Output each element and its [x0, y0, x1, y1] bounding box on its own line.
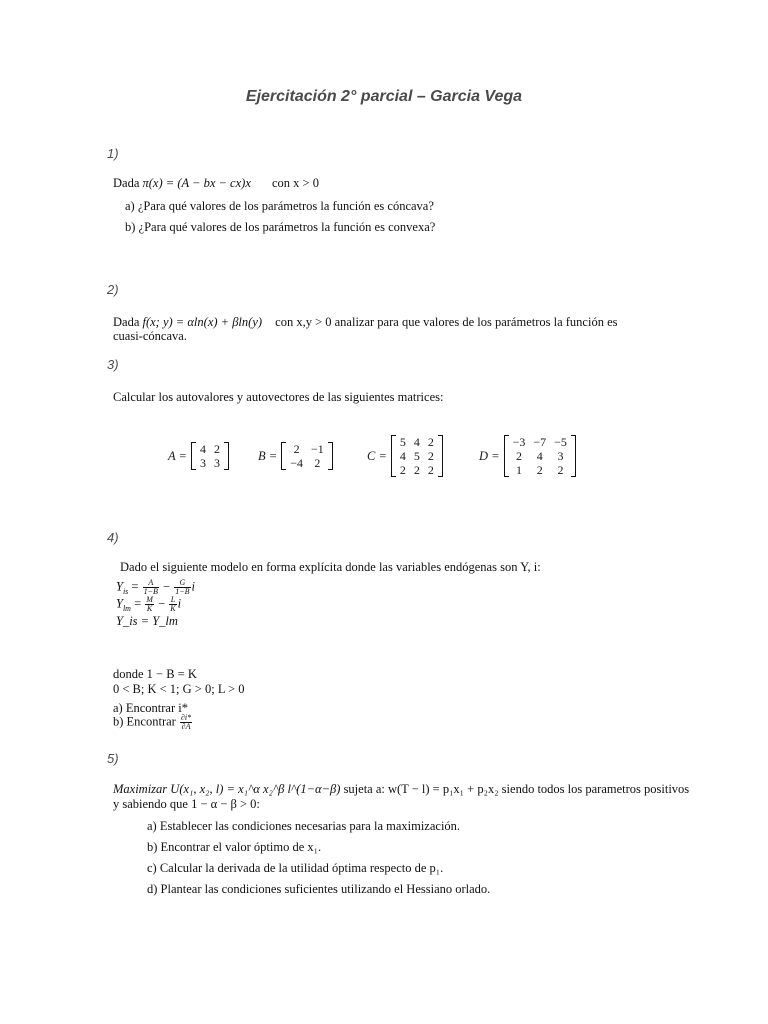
fraction-denominator: 1−B [143, 587, 158, 596]
exercise-5-item-b: b) Encontrar el valor óptimo de x₁. [147, 840, 322, 854]
matrix-cell: 5 [399, 435, 406, 449]
exercise-1-condition: con x > 0 [272, 176, 319, 190]
exercise-5-line-1 [113, 782, 689, 797]
matrix-a [168, 442, 229, 470]
matrix-c-label: C = [367, 448, 387, 463]
matrix-bracket-right [438, 435, 443, 477]
equation-1-lhs: Y [116, 579, 123, 594]
fraction [145, 596, 154, 613]
exercise-5-objective: Maximizar U(x₁, x₂, l) = x₁^α x₂^β l^(1−α−β) [113, 782, 341, 796]
matrix-b-label: B = [258, 448, 278, 463]
matrix-cell: 2 [213, 442, 220, 456]
matrix-a-label: A = [168, 448, 187, 463]
fraction-denominator: 1−B [175, 587, 190, 596]
matrix-b-entries [286, 442, 328, 470]
matrix-cell: −4 [290, 456, 303, 470]
matrix-c-entries [396, 435, 438, 477]
matrix-bracket-right [328, 442, 333, 470]
equation-2-minus: − [158, 596, 166, 611]
fraction-denominator: ∂A [181, 722, 191, 731]
exercise-1-statement-pre: Dada [113, 176, 140, 190]
exercise-2-line-1-post: con x,y > 0 analizar para que valores de los parámetros la función es [275, 315, 618, 329]
matrix-bracket-right [224, 442, 229, 470]
equation-lm-curve: $Y_{lm}$ = $\frac{M}{K}$ − $\frac{L}{K}$ i [116, 595, 182, 613]
matrix-cell: 4 [413, 435, 420, 449]
matrix-cell: 3 [199, 456, 206, 470]
fraction [169, 596, 176, 613]
fraction [174, 579, 190, 596]
matrix-cell: −7 [533, 435, 547, 449]
matrix-cell: 2 [399, 463, 406, 477]
exercise-1-number: 1) [107, 146, 119, 161]
exercise-5-line-2: y sabiendo que 1 − α − β > 0: [113, 797, 260, 811]
exercise-1-formula: π(x) = (A − bx − cx)x [142, 176, 251, 190]
equation-1-minus: − [163, 579, 171, 594]
matrix-c [367, 435, 443, 477]
exercise-1-item-a: a) ¿Para qué valores de los parámetros la función es cóncava? [125, 199, 434, 213]
exercise-5-item-a: a) Establecer las condiciones necesarias para la maximización. [147, 819, 461, 833]
exercise-2-line-1 [113, 315, 618, 330]
equation-2-lhs: Y [116, 596, 123, 611]
matrix-cell: −3 [512, 435, 526, 449]
exercise-2-line-1-pre: Dada [113, 315, 140, 329]
matrix-d-entries [509, 435, 571, 477]
matrix-cell: 2 [314, 456, 321, 470]
exercise-4-number: 4) [107, 530, 119, 545]
fraction-numerator: G [174, 579, 190, 588]
exercise-1-statement [113, 176, 319, 191]
exercise-2-number: 2) [107, 282, 119, 297]
equation-equilibrium: Y_is = Y_lm [116, 614, 178, 628]
matrix-cell: −1 [310, 442, 324, 456]
fraction-numerator: A [143, 579, 159, 588]
matrix-cell: 4 [399, 449, 406, 463]
exercise-5-number: 5) [107, 751, 119, 766]
matrix-cell: 2 [413, 463, 420, 477]
fraction-numerator: L [170, 595, 176, 604]
exercise-4-item-a: a) Encontrar i* [113, 701, 188, 715]
matrix-cell: 2 [515, 449, 522, 463]
exercise-4-statement: Dado el siguiente modelo en forma explícita donde las variables endógenas son Y, i: [120, 560, 541, 574]
matrix-d-label: D = [479, 448, 500, 463]
matrix-d [479, 435, 576, 477]
matrix-cell: 2 [557, 463, 564, 477]
exercise-5-item-d: d) Plantear las condiciones suficientes utilizando el Hessiano orlado. [147, 882, 491, 896]
equation-2-tail: i [177, 596, 182, 611]
fraction-numerator: M [146, 595, 153, 604]
matrix-a-entries [196, 442, 224, 470]
matrix-b [258, 442, 333, 470]
exercise-4-item-b-text: b) Encontrar [113, 714, 176, 729]
fraction [143, 579, 159, 596]
exercise-3-statement: Calcular los autovalores y autovectores de las siguientes matrices: [113, 390, 444, 404]
exercise-5-constraint: sujeta a: w(T − l) = p₁x₁ + p₂x₂ siendo todos los parametros positivos [343, 782, 690, 796]
matrix-cell: 2 [427, 463, 434, 477]
matrix-cell: 2 [427, 449, 434, 463]
fraction-denominator: K [146, 604, 153, 613]
matrix-bracket-right [571, 435, 576, 477]
matrix-cell: 2 [536, 463, 543, 477]
fraction-denominator: K [170, 604, 176, 613]
fraction [180, 714, 192, 731]
equation-1-tail: i [191, 579, 195, 594]
matrix-cell: 3 [557, 449, 564, 463]
matrix-cell: 2 [427, 435, 434, 449]
matrix-cell: 5 [413, 449, 420, 463]
equation-is-curve: $Y_{is}$ = $\frac{A}{1-B}$ − $\frac{G}{1-B}$ i [116, 578, 195, 596]
fraction-numerator: ∂i* [180, 713, 192, 722]
exercise-4-where-2: 0 < B; K < 1; G > 0; L > 0 [113, 682, 245, 696]
exercise-4-item-b [113, 714, 193, 731]
matrix-cell: −5 [554, 435, 567, 449]
matrix-cell: 4 [199, 442, 206, 456]
exercise-3-number: 3) [107, 357, 119, 372]
equation-2-lhs-subscript: lm [122, 603, 131, 613]
equation-1-lhs-subscript: is [122, 586, 129, 596]
exercise-2-formula: f(x; y) = αln(x) + βln(y) [142, 315, 263, 329]
exercise-4-where-1: donde 1 − B = K [113, 667, 197, 681]
exercise-1-item-b: b) ¿Para qué valores de los parámetros la función es convexa? [125, 220, 436, 234]
matrix-cell: 4 [536, 449, 543, 463]
exercise-2-line-2: cuasi-cóncava. [113, 329, 187, 343]
matrix-cell: 1 [515, 463, 522, 477]
document-title: Ejercitación 2° parcial – Garcia Vega [245, 88, 523, 105]
exercise-5-item-c: c) Calcular la derivada de la utilidad óptima respecto de p₁. [147, 861, 444, 875]
matrix-cell: 2 [293, 442, 300, 456]
matrix-cell: 3 [213, 456, 220, 470]
